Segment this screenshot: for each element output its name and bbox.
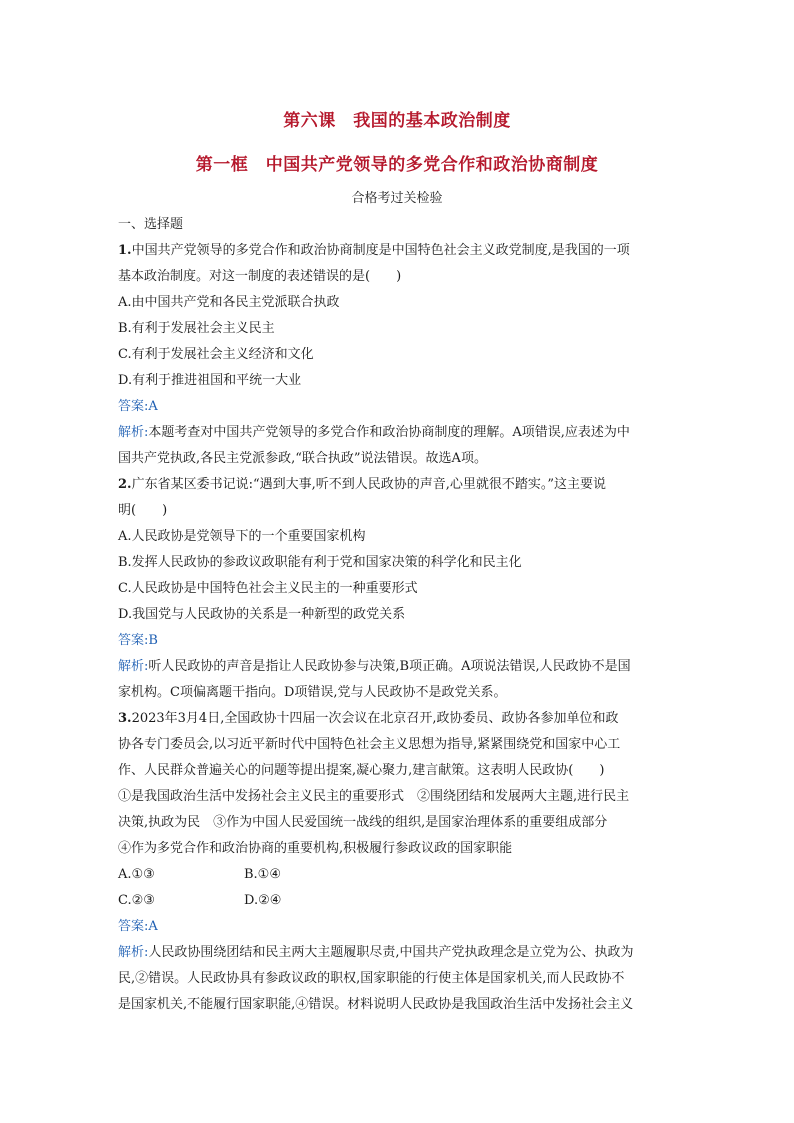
option-b: B.发挥人民政协的参政议政职能有利于党和国家决策的科学化和民主化 (118, 555, 522, 570)
question-number: 2. (118, 477, 132, 492)
question-1 (118, 238, 678, 472)
document-body (118, 212, 678, 1018)
option-a: A.人民政协是党领导下的一个重要国家机构 (118, 529, 366, 544)
analysis-label: 解析: (118, 425, 149, 440)
question-stem-line: 广东省某区委书记说:“遇到大事,听不到人民政协的声音,心里就很不踏实。”这主要说 (131, 477, 607, 492)
answer-value: A (148, 919, 158, 934)
analysis-line: 人民政协围绕团结和民主两大主题履职尽责,中国共产党执政理念是立党为公、执政为 (148, 945, 634, 960)
answer-line (118, 914, 678, 940)
question-stem-line: 作、人民群众普遍关心的问题等提出提案,凝心聚力,建言献策。这表明人民政协( ) (118, 763, 605, 778)
option-d: D.②④ (244, 893, 282, 908)
option-c: C.有利于发展社会主义经济和文化 (118, 347, 314, 362)
analysis-line: 听人民政协的声音是指让人民政协参与决策,B项正确。A项说法错误,人民政协不是国 (148, 659, 631, 674)
answer-label: 答案: (118, 399, 149, 414)
analysis-line: 是国家机关,不能履行国家职能,④错误。材料说明人民政协是我国政治生活中发扬社会主义 (118, 997, 634, 1012)
statement-line: ①是我国政治生活中发扬社会主义民主的重要形式 ②围绕团结和发展两大主题,进行民主 (118, 789, 630, 804)
question-stem-line: 基本政治制度。对这一制度的表述错误的是( ) (118, 269, 402, 284)
statement-line: ④作为多党合作和政治协商的重要机构,积极履行参政议政的国家职能 (118, 841, 513, 856)
answer-line (118, 394, 678, 420)
question-2 (118, 472, 678, 706)
option-a: A.由中国共产党和各民主党派联合执政 (118, 295, 340, 310)
answer-line (118, 628, 678, 654)
analysis-line: 家机构。C项偏离题干指向。D项错误,党与人民政协不是政党关系。 (118, 685, 507, 700)
part-heading: 一、选择题 (118, 217, 184, 232)
question-number: 3. (118, 711, 132, 726)
question-number: 1. (118, 243, 132, 258)
option-b: B.①④ (244, 867, 281, 882)
answer-label: 答案: (118, 919, 149, 934)
answer-label: 答案: (118, 633, 149, 648)
question-stem-line: 明( ) (118, 503, 168, 518)
analysis-line: 民,②错误。人民政协具有参政议政的职权,国家职能的行使主体是国家机关,而人民政协不 (118, 971, 625, 986)
question-stem-line: 中国共产党领导的多党合作和政治协商制度是中国特色社会主义政党制度,是我国的一项 (131, 243, 630, 258)
option-row (118, 888, 678, 914)
answer-value: A (148, 399, 158, 414)
section-subtitle: 第一框 中国共产党领导的多党合作和政治协商制度 (195, 155, 599, 175)
option-a: A.①③ (118, 867, 155, 882)
lesson-title: 第六课 我国的基本政治制度 (283, 111, 511, 131)
analysis-line: 本题考查对中国共产党领导的多党合作和政治协商制度的理解。A项错误,应表述为中 (148, 425, 630, 440)
option-c: C.②③ (118, 893, 155, 908)
option-d: D.有利于推进祖国和平统一大业 (118, 373, 302, 388)
option-d: D.我国党与人民政协的关系是一种新型的政党关系 (118, 607, 406, 622)
option-b: B.有利于发展社会主义民主 (118, 321, 275, 336)
question-stem-line: 2023年3月4日,全国政协十四届一次会议在北京召开,政协委员、政协各参加单位和政 (131, 711, 619, 726)
question-stem-line: 协各专门委员会,以习近平新时代中国特色社会主义思想为指导,紧紧围绕党和国家中心工 (118, 737, 621, 752)
question-3 (118, 706, 678, 1018)
answer-value: B (148, 633, 158, 648)
option-row (118, 862, 678, 888)
statement-line: 决策,执政为民 ③作为中国人民爱国统一战线的组织,是国家治理体系的重要组成部分 (118, 815, 608, 830)
option-c: C.人民政协是中国特色社会主义民主的一种重要形式 (118, 581, 418, 596)
analysis-label: 解析: (118, 945, 149, 960)
analysis-label: 解析: (118, 659, 149, 674)
exercise-heading: 合格考过关检验 (351, 191, 443, 206)
analysis-line: 国共产党执政,各民主党派参政,“联合执政”说法错误。故选A项。 (118, 451, 487, 466)
